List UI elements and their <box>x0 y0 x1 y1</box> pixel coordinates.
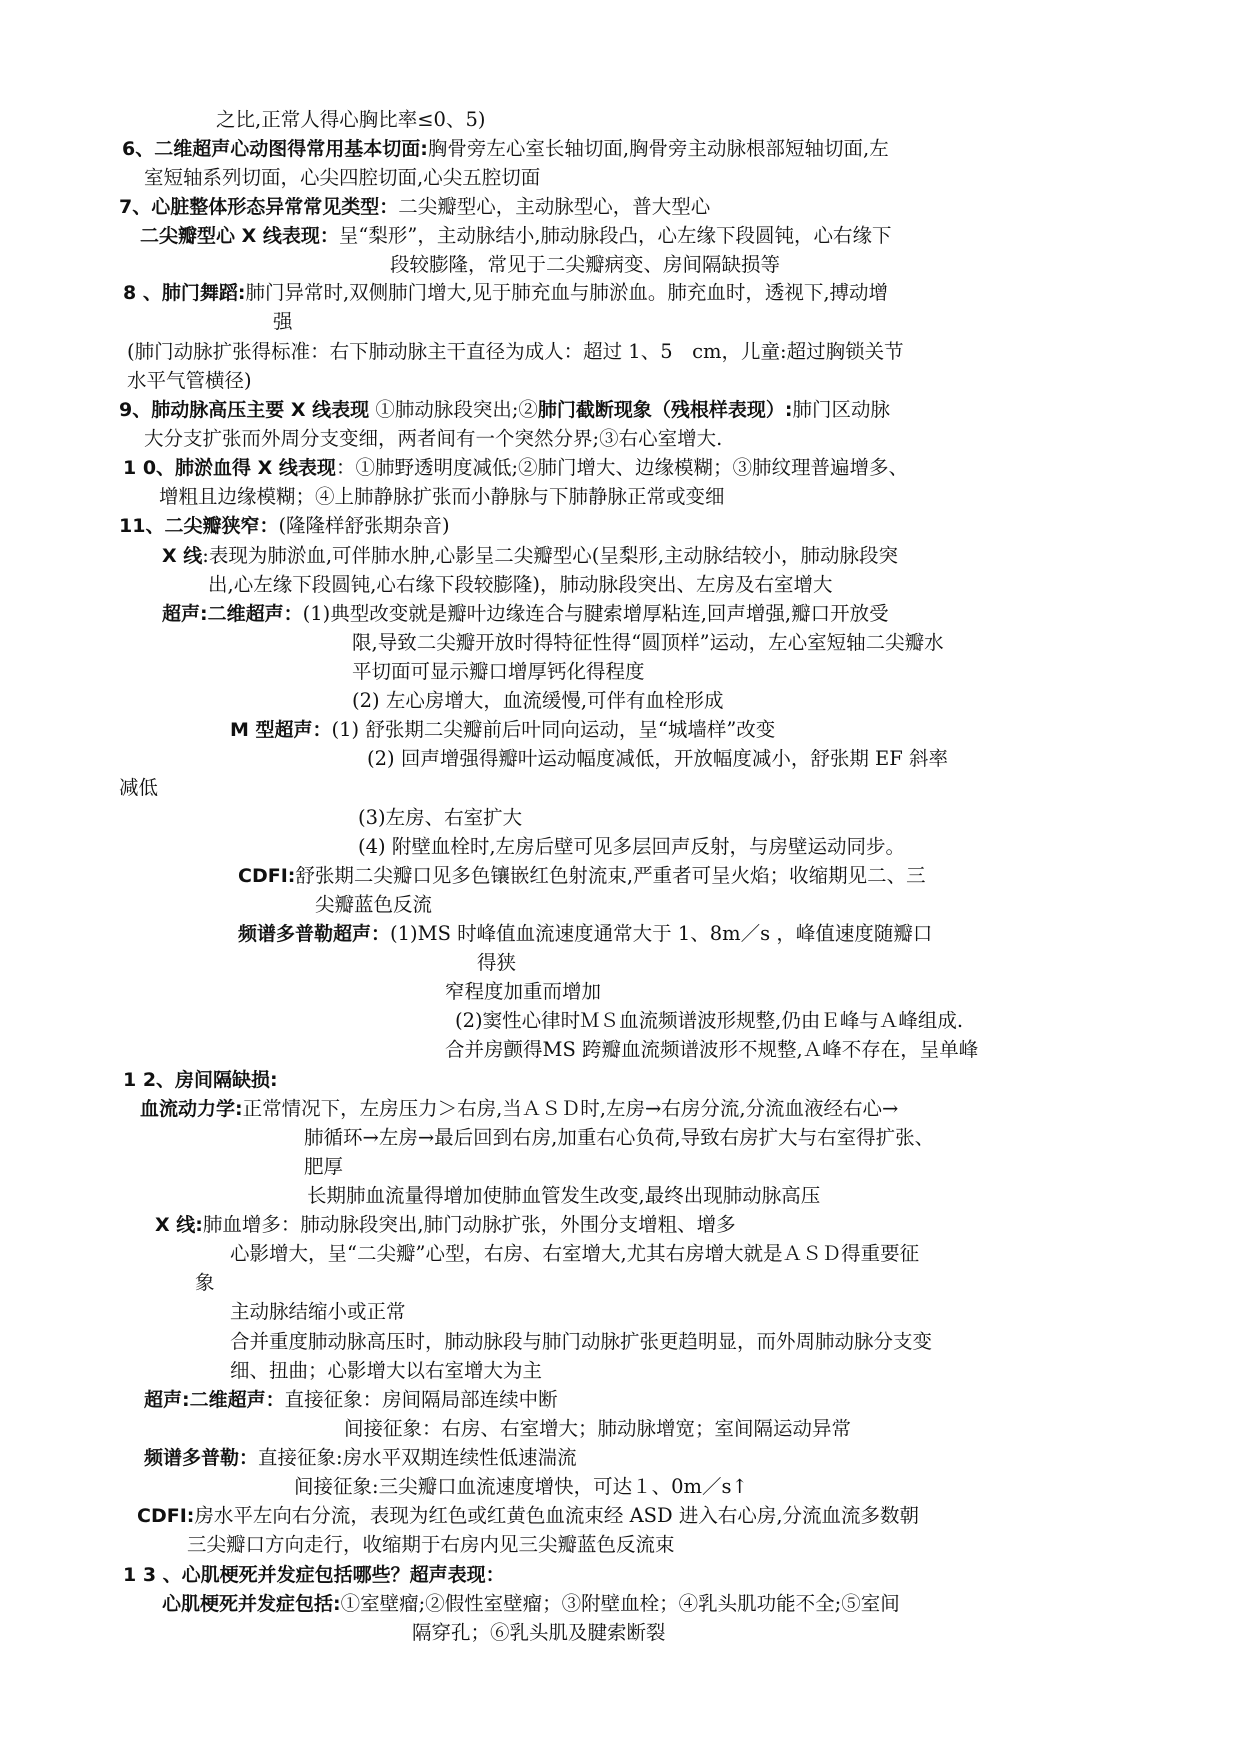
section-8-heading: 8 、肺门舞蹈: <box>123 282 246 304</box>
ms-m-mode-item-4: (4) 附壁血栓时,左房后壁可见多层回声反射，与房壁运动同步。 <box>358 835 906 858</box>
asd-doppler-heading: 频谱多普勒： <box>144 1447 259 1469</box>
section-12-heading: 1 2、房间隔缺损: <box>123 1069 278 1091</box>
section-9-text-cont: 大分支扩张而外周分支变细，两者间有一个突然分界;③右心室增大. <box>144 427 723 450</box>
asd-xray-item-4-cont: 细、扭曲；心影增大以右室增大为主 <box>230 1359 543 1382</box>
ms-doppler-item-2-cont: 合并房颤得MS 跨瓣血流频谱波形不规整,Ａ峰不存在，呈单峰 <box>445 1038 979 1061</box>
section-10-text-cont: 增粗且边缘模糊；④上肺静脉扩张而小静脉与下肺静脉正常或变细 <box>159 485 725 508</box>
section-6-text-cont: 室短轴系列切面，心尖四腔切面,心尖五腔切面 <box>144 166 541 189</box>
ms-m-mode-item-3: (3)左房、右室扩大 <box>358 806 523 829</box>
asd-cdfi-line <box>137 1504 919 1528</box>
ms-xray-heading: X 线 <box>162 545 203 567</box>
asd-2d-echo-text: 直接征象：房间隔局部连续中断 <box>284 1388 558 1411</box>
ms-2d-echo-item-2: (2) 左心房增大，血流缓慢,可伴有血栓形成 <box>352 689 724 712</box>
ms-doppler-line <box>238 922 932 946</box>
ms-2d-echo-cont-2: 平切面可显示瓣口增厚钙化得程度 <box>352 660 645 683</box>
asd-hemodynamics-heading: 血流动力学: <box>140 1098 243 1120</box>
ms-m-mode-line <box>230 718 775 742</box>
section-13-heading: 1 3 、心肌梗死并发症包括哪些？超声表现： <box>123 1564 505 1586</box>
section-12-line <box>123 1068 278 1092</box>
section-11-text: (隆隆样舒张期杂音) <box>278 514 450 537</box>
mi-complications-cont: 隔穿孔；⑥乳头肌及腱索断裂 <box>412 1621 666 1644</box>
asd-xray-item-4: 合并重度肺动脉高压时，肺动脉段与肺门动脉扩张更趋明显，而外周肺动脉分支变 <box>230 1330 933 1353</box>
ms-doppler-heading: 频谱多普勒超声： <box>238 923 391 945</box>
section-8-text-cont: 强 <box>273 310 293 333</box>
asd-doppler-text: 直接征象:房水平双期连续性低速湍流 <box>258 1446 577 1469</box>
section-7-line <box>119 195 710 219</box>
hilar-cutoff-heading: 肺门截断现象（残根样表现）: <box>537 399 793 421</box>
section-8-text: 肺门异常时,双侧肺门增大,见于肺充血与肺淤血。肺充血时，透视下,搏动增 <box>245 281 889 304</box>
ms-cdfi-cont: 尖瓣蓝色反流 <box>315 893 433 916</box>
asd-hemodynamics-line <box>140 1097 898 1121</box>
mi-complications-heading: 心肌梗死并发症包括: <box>162 1593 341 1615</box>
ms-2d-echo-heading: 超声:二维超声： <box>162 603 303 625</box>
ms-doppler-text: (1)MS 时峰值血流速度通常大于 1、8m／s ，峰值速度随瓣口 <box>390 922 933 945</box>
asd-cdfi-heading: CDFI: <box>137 1505 195 1527</box>
line-ratio: 之比,正常人得心胸比率≤0、5) <box>216 108 486 131</box>
asd-hemodynamics-cont-2: 肥厚 <box>304 1155 344 1178</box>
section-9-text-2: 肺门区动脉 <box>792 398 891 421</box>
asd-xray-text: 肺血增多：肺动脉段突出,肺门动脉扩张，外围分支增粗、增多 <box>202 1213 736 1236</box>
section-9-text: ①肺动脉段突出;② <box>375 398 538 421</box>
asd-doppler-line <box>144 1446 577 1470</box>
asd-xray-line <box>155 1213 736 1237</box>
asd-2d-echo-heading: 超声:二维超声： <box>144 1389 285 1411</box>
ms-m-mode-text: (1) 舒张期二尖瓣前后叶同向运动，呈“城墙样”改变 <box>331 718 776 741</box>
section-7-text: 二尖瓣型心，主动脉型心，普大型心 <box>398 195 711 218</box>
asd-xray-item-2-cont: 象 <box>195 1271 215 1294</box>
ms-xray-line <box>162 544 898 568</box>
ms-cdfi-line <box>238 864 926 888</box>
section-10-line <box>123 456 908 480</box>
ms-xray-cont: 出,心左缘下段圆钝,心右缘下段较膨隆)，肺动脉段突出、左房及右室增大 <box>208 573 833 596</box>
section-13-line <box>123 1563 505 1587</box>
asd-hemodynamics-cont-1: 肺循环→左房→最后回到右房,加重右心负荷,导致右房扩大与右室得扩张、 <box>304 1126 935 1149</box>
mitral-heart-xray-line <box>140 224 892 248</box>
ms-cdfi-heading: CDFI: <box>238 865 296 887</box>
asd-cdfi-text: 房水平左向右分流，表现为红色或红黄色血流束经 ASD 进入右心房,分流血流多数朝 <box>194 1504 920 1527</box>
asd-doppler-cont: 间接征象:三尖瓣口血流速度增快，可达１、0m／s↑ <box>294 1475 748 1498</box>
section-9-heading: 9、肺动脉高压主要 X 线表现 <box>119 399 370 421</box>
section-11-heading: 11、二尖瓣狭窄： <box>119 515 279 537</box>
ms-cdfi-text: 舒张期二尖瓣口见多色镶嵌红色射流束,严重者可呈火焰；收缩期见二、三 <box>295 864 926 887</box>
section-11-line <box>119 514 450 538</box>
mitral-heart-xray-text: 呈“梨形”，主动脉结小,肺动脉段凸，心左缘下段圆钝，心右缘下 <box>338 224 892 247</box>
ms-2d-echo-text: (1)典型改变就是瓣叶边缘连合与腱索增厚粘连,回声增强,瓣口开放受 <box>302 602 889 625</box>
asd-2d-echo-cont: 间接征象：右房、右室增大；肺动脉增宽；室间隔运动异常 <box>344 1417 852 1440</box>
ms-doppler-cont-2: 窄程度加重而增加 <box>445 980 602 1003</box>
asd-xray-item-3: 主动脉结缩小或正常 <box>230 1300 406 1323</box>
asd-xray-item-2: 心影增大，呈“二尖瓣”心型，右房、右室增大,尤其右房增大就是ＡＳＤ得重要征 <box>230 1242 920 1265</box>
ms-doppler-cont-1: 得狭 <box>477 951 517 974</box>
section-8-note-cont: 水平气管横径) <box>127 369 252 392</box>
ms-m-mode-item-2-cont: 减低 <box>119 776 159 799</box>
asd-hemodynamics-cont-3: 长期肺血流量得增加使肺血管发生改变,最终出现肺动脉高压 <box>307 1184 821 1207</box>
asd-cdfi-cont: 三尖瓣口方向走行，收缩期于右房内见三尖瓣蓝色反流束 <box>187 1533 675 1556</box>
section-9-line <box>119 398 890 422</box>
section-6-line <box>122 137 889 161</box>
mi-complications-text: ①室壁瘤;②假性室壁瘤；③附壁血栓；④乳头肌功能不全;⑤室间 <box>340 1592 900 1615</box>
asd-hemodynamics-text: 正常情况下，左房压力＞右房,当ＡＳＤ时,左房→右房分流,分流血液经右心→ <box>242 1097 899 1120</box>
ms-doppler-item-2: (2)窦性心律时ＭＳ血流频谱波形规整,仍由Ｅ峰与Ａ峰组成. <box>455 1009 964 1032</box>
section-10-heading: 1 0、肺淤血得 X 线表现 <box>123 457 336 479</box>
section-8-note: (肺门动脉扩张得标准：右下肺动脉主干直径为成人：超过 1、5 cm，儿童:超过胸锁关节 <box>127 340 904 363</box>
mi-complications-line <box>162 1592 900 1616</box>
asd-2d-echo-line <box>144 1388 558 1412</box>
ms-2d-echo-cont-1: 限,导致二尖瓣开放时得特征性得“圆顶样”运动，左心室短轴二尖瓣水 <box>352 631 944 654</box>
asd-xray-heading: X 线: <box>155 1214 203 1236</box>
ms-xray-text: :表现为肺淤血,可伴肺水肿,心影呈二尖瓣型心(呈梨形,主动脉结较小，肺动脉段突 <box>202 544 899 567</box>
section-6-heading: 6、二维超声心动图得常用基本切面: <box>122 138 428 160</box>
ms-m-mode-item-2: (2) 回声增强得瓣叶运动幅度减低，开放幅度减小，舒张期 EF 斜率 <box>367 747 948 770</box>
section-6-text: 胸骨旁左心室长轴切面,胸骨旁主动脉根部短轴切面,左 <box>427 137 889 160</box>
ms-2d-echo-line <box>162 602 889 626</box>
section-8-line <box>123 281 888 305</box>
mitral-heart-xray-cont: 段较膨隆，常见于二尖瓣病变、房间隔缺损等 <box>390 253 781 276</box>
mitral-heart-xray-heading: 二尖瓣型心 X 线表现： <box>140 225 339 247</box>
section-7-heading: 7、心脏整体形态异常常见类型： <box>119 196 399 218</box>
section-10-text: ：①肺野透明度减低;②肺门增大、边缘模糊；③肺纹理普遍增多、 <box>335 456 909 479</box>
ms-m-mode-heading: M 型超声： <box>230 719 332 741</box>
